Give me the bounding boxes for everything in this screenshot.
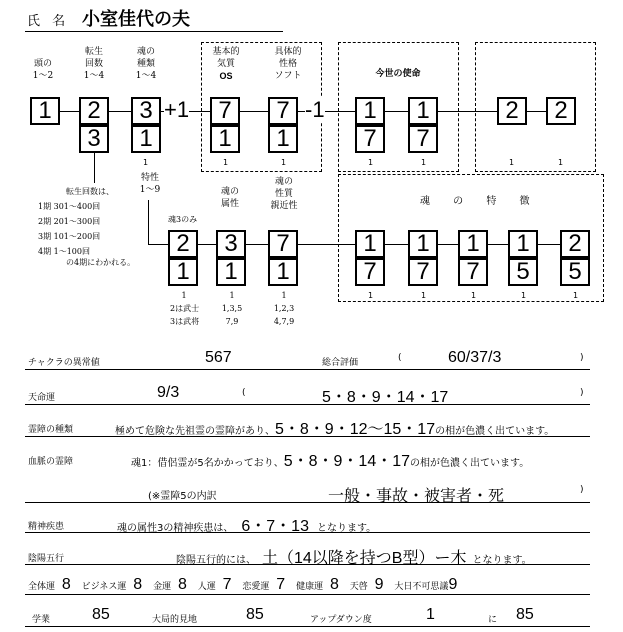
chakra-value: 567 (205, 349, 232, 366)
yinyang-label: 陰陽五行 (28, 554, 65, 564)
ni-value: 85 (516, 606, 534, 623)
label-basic: 基本的 気質 OS (212, 47, 240, 81)
box-mission1-bottom: 7 (355, 125, 385, 153)
spirit-underline (25, 436, 590, 437)
box-nature-top: 7 (268, 230, 298, 258)
mid-col1-notes: 1 2は武士 3は武将 (170, 291, 200, 326)
label-head: 頭の 1〜2 (32, 59, 54, 81)
box-concrete-top: 7 (268, 97, 298, 125)
box-soul-type-bottom: 1 (131, 125, 161, 153)
mental-label: 精神疾患 (28, 522, 65, 532)
luck-love-value: 7 (276, 576, 286, 593)
blood-text-post: の相が色濃く出ています。 (410, 458, 530, 469)
one-right1: 1 (509, 158, 515, 167)
box-attribute-bottom: 1 (216, 258, 246, 286)
box-head: 1 (30, 97, 60, 125)
luck-people-value: 7 (222, 576, 232, 593)
vision-value: 85 (246, 606, 264, 623)
luck-health-value: 8 (329, 576, 339, 593)
overall-paren-open: ( (398, 353, 402, 363)
box-only3-bottom: 1 (168, 258, 198, 286)
box-mission2-bottom: 7 (408, 125, 438, 153)
box-nature-bottom: 1 (268, 258, 298, 286)
box-rebirth-bottom: 3 (79, 125, 109, 153)
chakra-label: チャクラの異常値 (28, 358, 100, 368)
name-underline (25, 31, 283, 32)
box-only3-top: 2 (168, 230, 198, 258)
label-nature: 魂の 性質 親近性 (270, 177, 298, 211)
fate-paren-close: ) (580, 388, 584, 398)
box-right1: 2 (497, 97, 527, 125)
one-soul-type: 1 (143, 158, 149, 167)
ni-label: に (488, 615, 498, 625)
luck-mystery-label: 大日不可思議 (394, 582, 449, 592)
fate-underline (25, 404, 590, 405)
luck-money-label: 金運 (153, 582, 172, 592)
label-mission: 今世の使命 (375, 69, 421, 79)
box-soul-type-top: 3 (131, 97, 161, 125)
luck-people-label: 人運 (197, 582, 216, 592)
luck-row (28, 576, 457, 594)
box-mission1-top: 1 (355, 97, 385, 125)
yinyang-value: 土（14以降を持つB型）ー木 (262, 550, 467, 567)
mental-underline (25, 532, 590, 533)
box-concrete-bottom: 1 (268, 125, 298, 153)
label-attribute: 魂の 属性 (220, 187, 239, 209)
spirit-label: 霊障の種類 (28, 425, 74, 435)
feature-one-2: 1 (421, 291, 427, 300)
blood-text (131, 448, 529, 471)
overall-paren-close: ) (580, 353, 584, 363)
box-feature4-bottom: 5 (508, 258, 538, 286)
fate-numbers: 5・8・9・14・17 (322, 389, 449, 406)
name-value: 小室佳代の夫 (82, 9, 190, 30)
spirit-numbers: 5・8・9・12〜15・17 (275, 421, 436, 438)
label-rebirth: 転生 回数 1〜4 (83, 47, 105, 81)
vision-label: 大局的見地 (152, 615, 198, 625)
spirit-text-post: の相が色濃く出ています。 (435, 426, 555, 437)
mid-col2-notes: 1 1,3,5 7,9 (221, 291, 243, 326)
trait-down-line (148, 200, 149, 244)
blood-text-pre: 魂1：借侶霊が5名かかっており、 (131, 458, 284, 469)
label-concrete: 具体的 性格 ソフト (274, 47, 302, 81)
breakdown-label: (※霊障5の内訳 (148, 491, 217, 502)
study-value: 85 (92, 606, 110, 623)
blood-numbers: 5・8・9・14・17 (283, 453, 411, 470)
updown-value: 1 (426, 606, 435, 623)
fate-label: 天命運 (28, 393, 56, 403)
label-features: 魂 の 特 徴 (420, 196, 540, 207)
box-feature3-bottom: 7 (458, 258, 488, 286)
box-feature2-bottom: 7 (408, 258, 438, 286)
luck-money-value: 8 (177, 576, 187, 593)
one-concrete: 1 (281, 158, 287, 167)
rebirth-note-line (94, 153, 95, 183)
box-feature2-top: 1 (408, 230, 438, 258)
box-right2: 2 (546, 97, 576, 125)
rebirth-note: 転生回数は、 1期 301〜400回 2期 201〜300回 3期 101〜200回 4期 1〜100回 の4期にわかれる。 (38, 187, 136, 267)
luck-health-label: 健康運 (296, 582, 324, 592)
fate-paren-open: ( (242, 388, 246, 398)
feature-one-5: 1 (573, 291, 579, 300)
box-feature5-top: 2 (560, 230, 590, 258)
feature-one-3: 1 (471, 291, 477, 300)
name-label: 氏 名 (27, 14, 70, 29)
minus-one: -1 (305, 97, 325, 122)
luck-revelation-value: 9 (374, 576, 384, 593)
luck-business-value: 8 (133, 576, 143, 593)
box-feature3-top: 1 (458, 230, 488, 258)
feature-one-1: 1 (368, 291, 374, 300)
box-feature1-top: 1 (355, 230, 385, 258)
overall-value: 60/37/3 (448, 349, 502, 366)
label-trait: 特性 1〜9 (139, 173, 161, 195)
luck-business-label: ビジネス運 (81, 582, 127, 592)
box-feature4-top: 1 (508, 230, 538, 258)
breakdown-underline (25, 502, 590, 503)
study-underline (25, 626, 590, 627)
luck-underline (25, 594, 590, 595)
box-rebirth-top: 2 (79, 97, 109, 125)
overall-label: 総合評価 (322, 358, 359, 368)
label-only3: 魂3のみ (168, 215, 198, 224)
study-label: 学業 (32, 615, 51, 625)
box-feature5-bottom: 5 (560, 258, 590, 286)
plus-one: +1 (164, 97, 190, 122)
box-basic-bottom: 1 (210, 125, 240, 153)
mental-text-pre: 魂の属性3の精神疾患は、 (117, 523, 234, 534)
box-attribute-top: 3 (216, 230, 246, 258)
mental-numbers: 6・7・13 (241, 518, 309, 535)
one-right2: 1 (558, 158, 564, 167)
one-mission1: 1 (368, 158, 374, 167)
luck-overall-value: 8 (61, 576, 71, 593)
one-basic: 1 (223, 158, 229, 167)
yinyang-text-pre: 陰陽五行的には、 (176, 555, 256, 566)
blood-label: 血脈の霊障 (28, 457, 74, 467)
box-basic-top: 7 (210, 97, 240, 125)
breakdown-paren-close: ) (580, 485, 584, 495)
yinyang-underline (25, 564, 590, 565)
frame-right (475, 42, 596, 172)
mental-text-post: となります。 (316, 523, 377, 534)
luck-overall-label: 全体運 (28, 582, 56, 592)
luck-mystery-value: 9 (448, 576, 458, 593)
chakra-underline (25, 369, 590, 370)
luck-love-label: 恋愛運 (242, 582, 270, 592)
mid-col3-notes: 1 1,2,3 4,7,9 (273, 291, 295, 326)
box-mission2-top: 1 (408, 97, 438, 125)
one-mission2: 1 (421, 158, 427, 167)
updown-label: アップダウン度 (310, 615, 372, 625)
yinyang-text-post: となります。 (472, 555, 532, 566)
breakdown-value: 一般・事故・被害者・死 (328, 488, 505, 505)
luck-revelation-label: 天啓 (349, 582, 368, 592)
label-soul-type: 魂の 種類 1〜4 (135, 47, 157, 81)
fate-value: 9/3 (157, 384, 180, 401)
feature-one-4: 1 (521, 291, 527, 300)
spirit-text-pre: 極めて危険な先祖霊の霊障があり、 (115, 426, 275, 437)
box-feature1-bottom: 7 (355, 258, 385, 286)
